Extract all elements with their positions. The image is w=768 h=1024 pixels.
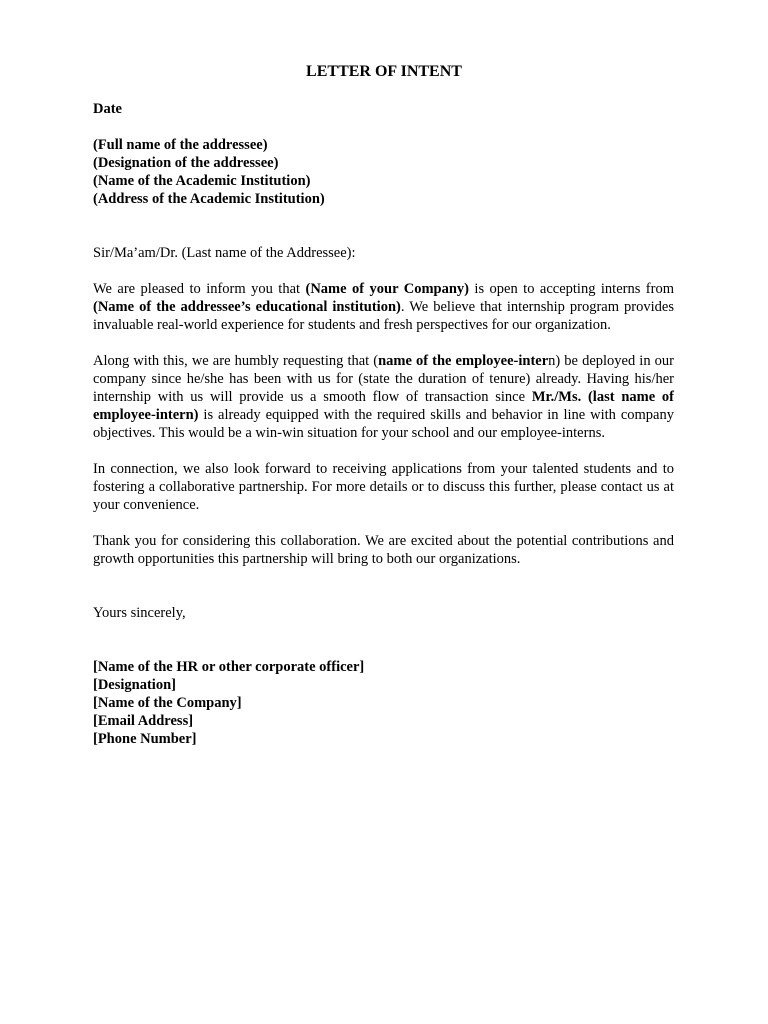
paragraph-2-text: Along with this, we are humbly requesting that ( [93, 353, 379, 369]
signature-officer: [Name of the HR or other corporate officer] [93, 659, 365, 675]
paragraph-4: Thank you for considering this collaboration. We are excited about the potential contributions and growth opportunities this partnership will bring to both our organizations. [93, 533, 674, 567]
signature-block [93, 658, 674, 748]
letter-title: LETTER OF INTENT [306, 63, 462, 80]
paragraph-2-text: is already equipped with the required skills and behavior in line with company objectives. This would be a win-win situation for your school and our employee-interns. [93, 407, 674, 441]
employee-intern-placeholder: name of the employee-inter [378, 353, 549, 369]
addressee-address: (Address of the Academic Institution) [93, 191, 325, 207]
addressee-block [93, 136, 674, 208]
paragraph-1-text: is open to accepting interns from [468, 281, 674, 297]
paragraph-2 [93, 352, 674, 442]
paragraph-1 [93, 280, 674, 334]
company-placeholder: (Name of your Company) [305, 281, 469, 297]
signature-company: [Name of the Company] [93, 695, 242, 711]
date-label: Date [93, 101, 122, 117]
signature-designation: [Designation] [93, 677, 176, 693]
institution-placeholder: (Name of the addressee’s educational institution) [93, 299, 401, 315]
paragraph-2-text: n) be deployed in our company since he/she has been with us for (state the duration of tenure) already. Having his/her internship with us will provide us a smooth flow of transaction since [93, 353, 674, 405]
intern-lastname-placeholder: Mr./Ms. (last name of employee-intern) [93, 389, 674, 423]
salutation: Sir/Ma’am/Dr. (Last name of the Addressee): [93, 245, 356, 261]
paragraph-3: In connection, we also look forward to receiving applications from your talented students and to fostering a collaborative partnership. For more details or to discuss this further, please contact us at your convenience. [93, 461, 674, 513]
addressee-full-name: (Full name of the addressee) [93, 137, 268, 153]
addressee-designation: (Designation of the addressee) [93, 155, 279, 171]
closing: Yours sincerely, [93, 605, 186, 621]
signature-phone: [Phone Number] [93, 731, 197, 747]
signature-email: [Email Address] [93, 713, 194, 729]
letter-body [93, 100, 674, 748]
paragraph-1-text: We are pleased to inform you that [93, 281, 306, 297]
addressee-institution: (Name of the Academic Institution) [93, 173, 311, 189]
paragraph-1-text: . We believe that internship program provides invaluable real-world experience for students and fresh perspectives for our organization. [93, 299, 674, 333]
